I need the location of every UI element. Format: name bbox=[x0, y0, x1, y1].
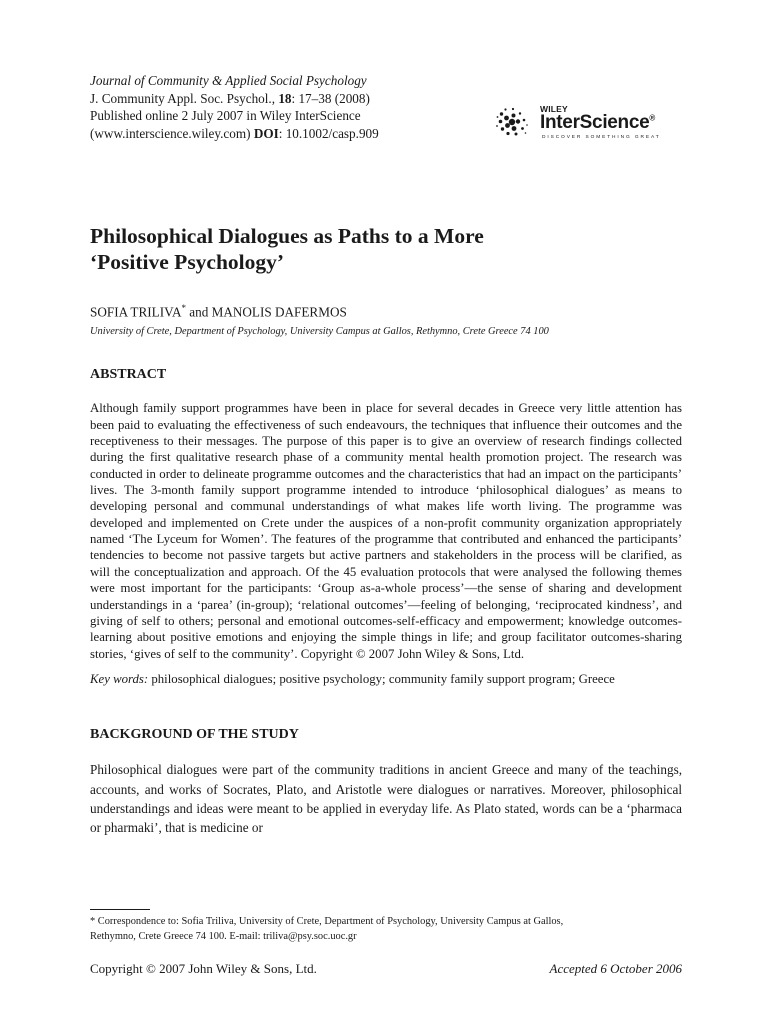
citation-suffix: : 17–38 (2008) bbox=[291, 90, 370, 106]
page-footer bbox=[90, 961, 682, 977]
footnote-divider bbox=[90, 909, 150, 910]
logo-tagline: DISCOVER SOMETHING GREAT bbox=[542, 135, 661, 140]
keywords-label: Key words: bbox=[90, 671, 149, 686]
title-line-1: Philosophical Dialogues as Paths to a More bbox=[90, 224, 484, 248]
author-join: and bbox=[185, 304, 212, 320]
keywords-text: philosophical dialogues; positive psychology; community family support program; Greece bbox=[148, 671, 615, 686]
article-title bbox=[90, 223, 682, 275]
dot-swirl-icon bbox=[494, 104, 530, 140]
title-line-2: ‘Positive Psychology’ bbox=[90, 250, 285, 274]
doi-value: : 10.1002/casp.909 bbox=[278, 125, 379, 141]
author-2: MANOLIS DAFERMOS bbox=[211, 304, 347, 320]
journal-name: Journal of Community & Applied Social Psychology bbox=[90, 73, 367, 88]
registered-mark: ® bbox=[649, 113, 656, 123]
correspondence-mark: * bbox=[181, 303, 186, 313]
footer-copyright: Copyright © 2007 John Wiley & Sons, Ltd. bbox=[90, 961, 317, 976]
citation-volume: 18 bbox=[278, 90, 292, 106]
author-1: SOFIA TRILIVA bbox=[90, 304, 182, 320]
background-heading: BACKGROUND OF THE STUDY bbox=[90, 727, 299, 743]
footnote-line-2: Rethymno, Crete Greece 74 100. E-mail: triliva@psy.soc.uoc.gr bbox=[90, 931, 357, 942]
wiley-interscience-logo bbox=[492, 102, 682, 146]
journal-header bbox=[90, 72, 682, 152]
affiliation: University of Crete, Department of Psychology, University Campus at Gallos, Rethymno, Crete Greece 74 100 bbox=[90, 326, 549, 338]
logo-wordmark-text: InterScience bbox=[540, 112, 650, 133]
correspondence-footnote bbox=[90, 914, 682, 944]
doi-label: DOI bbox=[253, 125, 279, 141]
abstract-heading: ABSTRACT bbox=[90, 367, 167, 383]
logo-publisher: WILEY bbox=[540, 104, 568, 114]
published-line: Published online 2 July 2007 in Wiley InterScience bbox=[90, 108, 361, 123]
logo-wordmark bbox=[540, 112, 655, 134]
citation-prefix: J. Community Appl. Soc. Psychol., bbox=[90, 90, 279, 106]
abstract-text: Although family support programmes have been in place for several decades in Greece very little attention has been paid to evaluating the effectiveness of such endeavours, the techniques that influence their outcomes and the receptiveness to their messages. The purpose of this paper is to give an overview of research findings collected during the first qualitative research phase of a community mental health promotion project. The research was conducted in order to delineate programme outcomes and the characteristics that had an impact on the participants’ lives. The 3-month family support programme intended to introduce ‘philosophical dialogues’ as means to developing personal and communal understandings of what makes life worth living. The programme was developed and implemented on Crete under the auspices of a non-profit community organization appropriately named ‘The Lyceum for Women’. The features of the programme that contributed and enhanced the participants’ tendencies to become not passive targets but active partners and stakeholders in the process will be clarified, as will the conceptualization and approach. Of the 45 evaluation protocols that were analysed the following themes were most important for the participants: ‘Group as-a-whole process’—the sense of sharing and development understandings in a ‘parea’ (in-group); ‘relational outcomes’—feeling of belonging, ‘reciprocated kindness’, and giving of self to others; personal and emotional outcomes-self-efficacy and empowerment; knowledge outcomes-learning about positive emotions and enjoying the simple things in life; and group facilitator outcomes-sharing stories, ‘gives of self to the community’. Copyright © 2007 John Wiley & Sons, Ltd. bbox=[90, 401, 682, 661]
keywords bbox=[90, 671, 682, 687]
footer-accepted-date: Accepted 6 October 2006 bbox=[549, 961, 682, 976]
author-list bbox=[90, 303, 682, 320]
background-text: Philosophical dialogues were part of the community traditions in ancient Greece and many of the teachings, accounts, and works of Socrates, Plato, and Aristotle were dialogues or narratives. Moreover, philosophical understandings and ideas were meant to be applied in everyday life. As Plato stated, words can be a ‘pharmaca or pharmaki’, that is medicine or bbox=[90, 762, 682, 836]
article-page bbox=[90, 72, 682, 837]
footnote-line-1: * Correspondence to: Sofia Triliva, University of Crete, Department of Psychology, University Campus at Gallos, bbox=[90, 916, 564, 927]
publisher-url[interactable]: (www.interscience.wiley.com) bbox=[90, 125, 254, 141]
